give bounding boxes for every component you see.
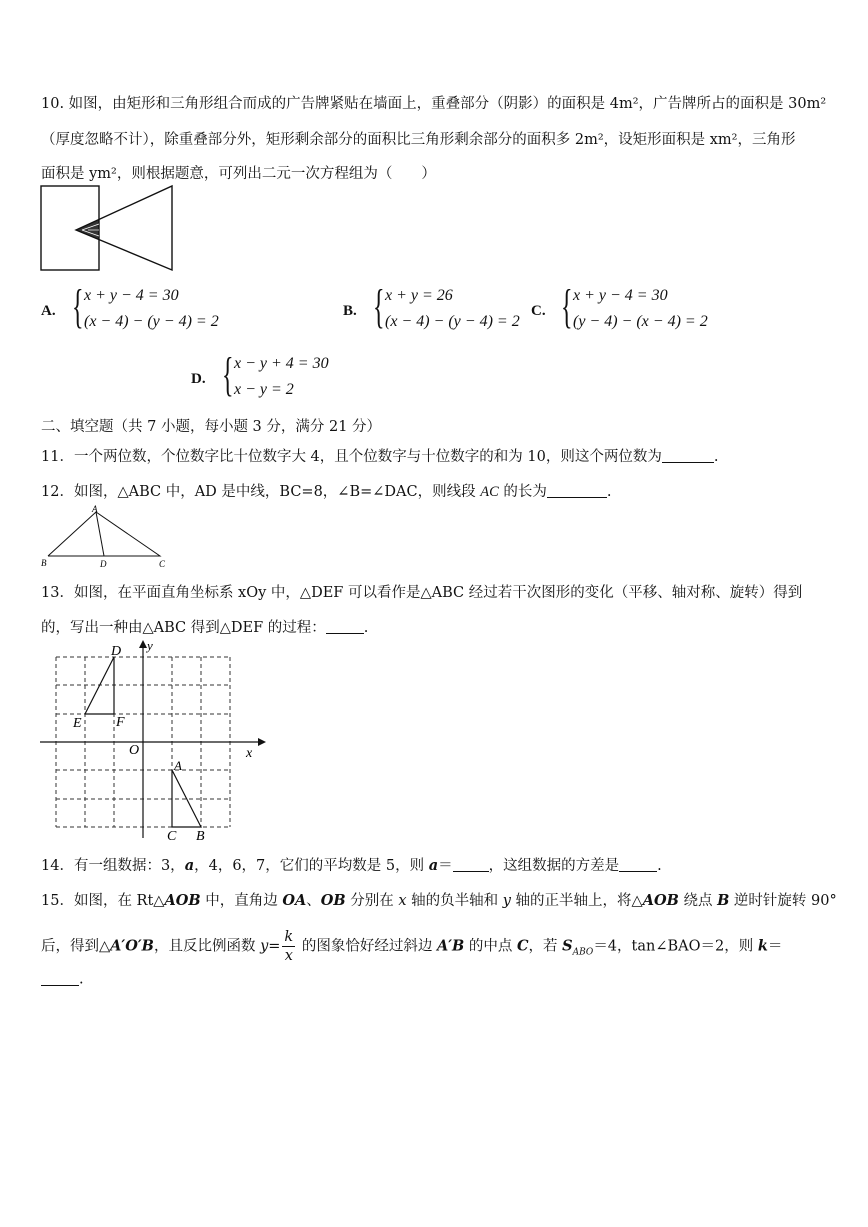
option-d-label: D.: [191, 371, 206, 387]
svg-text:B: B: [196, 829, 205, 844]
svg-text:E: E: [73, 716, 82, 731]
option-b-label: B.: [343, 303, 357, 319]
svg-text:F: F: [116, 715, 125, 730]
q13-line1: 13．如图，在平面直角坐标系 xOy 中，△DEF 可以看作是△ABC 经过若干次图形的变化（平移、轴对称、旋转）得到: [41, 585, 803, 601]
q11: 11．一个两位数，个位数字比十位数字大 4，且个位数字与十位数字的和为 10，则这个两位数为 .: [41, 449, 719, 465]
svg-text:x: x: [246, 746, 253, 761]
svg-text:C: C: [167, 829, 177, 844]
q15-answer-line: .: [41, 970, 84, 988]
q12: 12．如图，△ABC 中，AD 是中线，BC=8，∠B=∠DAC，则线段 AC 的长为 .: [41, 484, 612, 500]
fraction-k-over-x: $\frac{k}{x}$: [284, 929, 294, 964]
q12-triangle-figure: [38, 504, 173, 570]
svg-text:D: D: [111, 644, 122, 659]
svg-text:A: A: [174, 758, 182, 773]
svg-text:C: C: [159, 559, 166, 569]
svg-text:D: D: [100, 559, 107, 569]
q10-line2: （厚度忽略不计），除重叠部分外，矩形剩余部分的面积比三角形剩余部分的面积多 2m²，设矩形面积是 xm²，三角形: [41, 132, 796, 148]
option-a-label: A.: [41, 303, 56, 319]
svg-text:A: A: [92, 504, 98, 514]
q14: 14．有一组数据：3，a，4，6，7，它们的平均数是 5，则 a＝ ，这组数据的方差是 .: [41, 857, 662, 874]
q13-line2: 的，写出一种由△ABC 得到△DEF 的过程： .: [41, 620, 369, 636]
svg-text:y: y: [147, 638, 153, 653]
q15-line1: 15．如图，在 Rt△AOB 中，直角边 OA、OB 分别在 x 轴的负半轴和 y 轴的正半轴上，将△AOB 绕点 B 逆时针旋转 90°: [41, 892, 837, 909]
q10-billboard-figure: [38, 182, 178, 274]
q10-line3: 面积是 ym²，则根据题意，可列出二元一次方程组为（ ）: [41, 166, 436, 182]
svg-text:O: O: [129, 743, 140, 758]
triangle-def: [85, 657, 114, 714]
q15-line2: 后，得到△A′O′B，且反比例函数 y= $\frac{k}{x}$ 的图象恰好经过斜边 A′B 的中点 C，若 $S_{ABO}=4$，tan∠BAO＝2，则 k＝: [41, 929, 783, 964]
svg-text:B: B: [41, 558, 47, 568]
q10-line1: 10. 如图，由矩形和三角形组合而成的广告牌紧贴在墙面上，重叠部分（阴影）的面积是 4m²，广告牌所占的面积是 30m²: [41, 96, 827, 112]
section-2-heading: 二、填空题（共 7 小题，每小题 3 分，满分 21 分）: [41, 419, 382, 435]
q13-coordinate-grid: [36, 638, 266, 844]
option-c-label: C.: [531, 303, 546, 319]
